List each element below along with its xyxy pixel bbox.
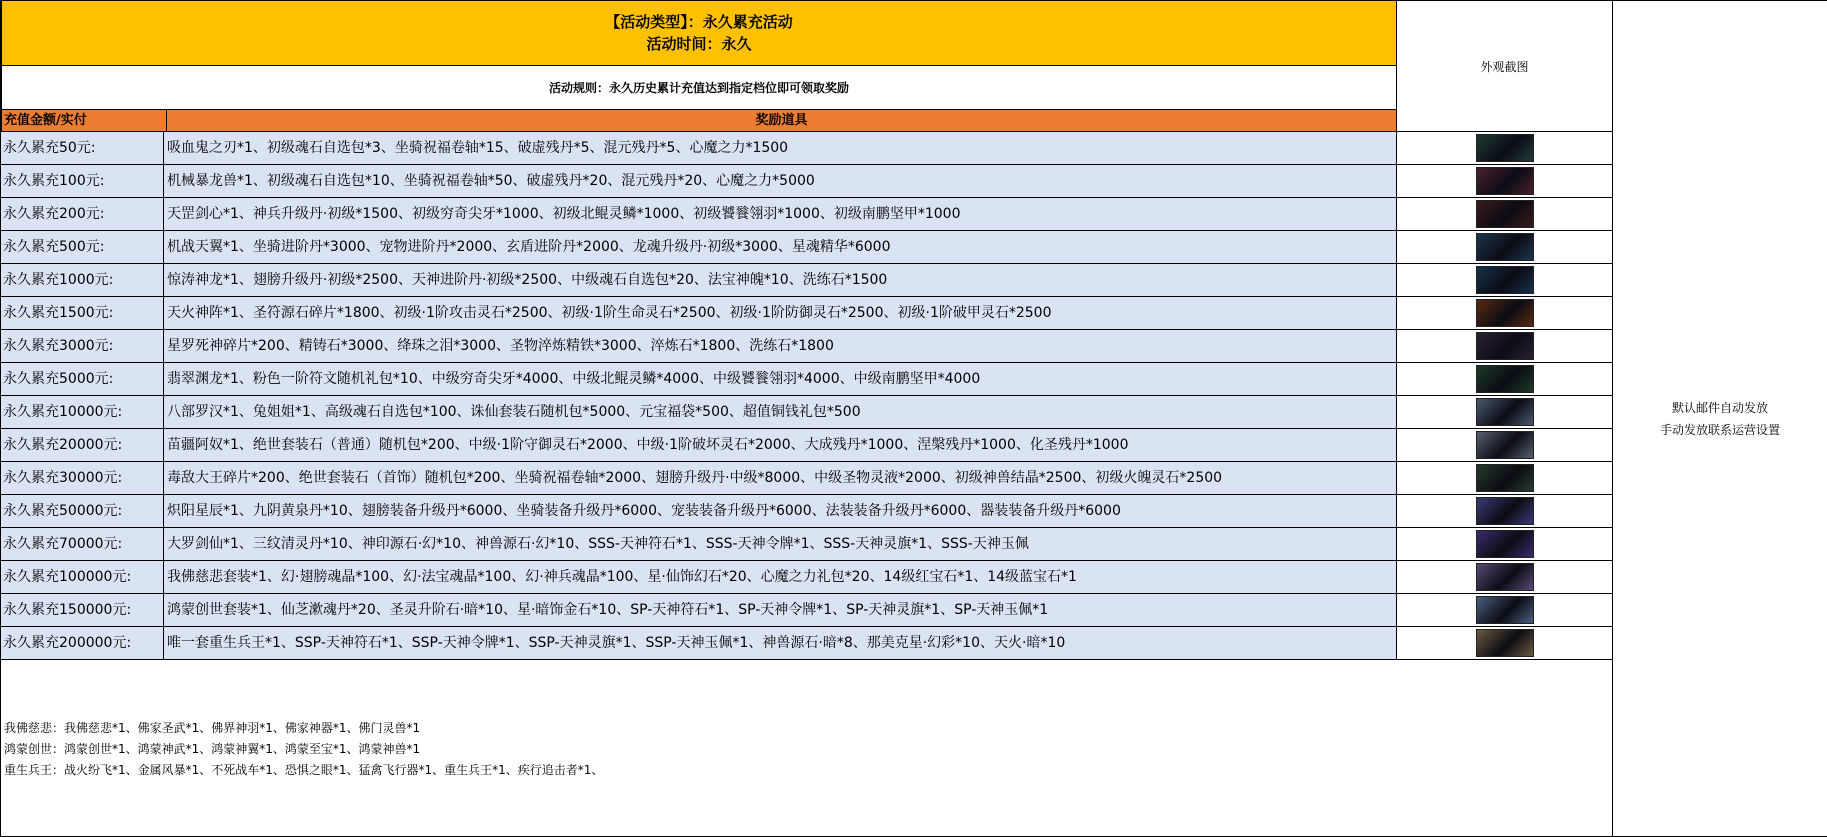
snapshot-cell [1397, 264, 1613, 296]
activity-title-block [1, 0, 1397, 66]
delivery-note-cell [1613, 0, 1827, 837]
table-row [1, 165, 1613, 198]
recharge-amount-cell: 永久累充3000元: [1, 330, 164, 362]
amount-column-header: 充值金额/实付 [2, 110, 167, 131]
delivery-note-line-2: 手动发放联系运营设置 [1659, 422, 1780, 437]
reward-items-cell: 机战天翼*1、坐骑进阶丹*3000、宠物进阶丹*2000、玄盾进阶丹*2000、龙魂升级丹·初级*3000、星魂精华*6000 [164, 231, 1397, 263]
recharge-amount-cell: 永久累充10000元: [1, 396, 164, 428]
snapshot-cell [1397, 429, 1613, 461]
recharge-amount-cell: 永久累充20000元: [1, 429, 164, 461]
footnote-set-1: 我佛慈悲：我佛慈悲*1、佛家圣武*1、佛界神羽*1、佛家神器*1、佛门灵兽*1 [4, 721, 421, 735]
rewards-column-header: 奖励道具 [755, 113, 808, 128]
snapshot-column-header [1397, 0, 1613, 132]
appearance-thumbnail[interactable] [1476, 332, 1534, 360]
reward-items-cell: 惊涛神龙*1、翅膀升级丹·初级*2500、天神进阶丹·初级*2500、中级魂石自选包*20、法宝神魄*10、洗练石*1500 [164, 264, 1397, 296]
snapshot-cell [1397, 330, 1613, 362]
recharge-amount-cell: 永久累充150000元: [1, 594, 164, 626]
snapshot-cell [1397, 528, 1613, 560]
reward-items-cell: 八部罗汉*1、兔姐姐*1、高级魂石自选包*100、诛仙套装石随机包*5000、元宝福袋*500、超值铜钱礼包*500 [164, 396, 1397, 428]
recharge-amount-cell: 永久累充1500元: [1, 297, 164, 329]
reward-items-cell: 天罡剑心*1、神兵升级丹·初级*1500、初级穷奇尖牙*1000、初级北鲲灵鳞*1000、初级饕餮翎羽*1000、初级南鹏坚甲*1000 [164, 198, 1397, 230]
reward-items-cell: 星罗死神碎片*200、精铸石*3000、绛珠之泪*3000、圣物淬炼精铁*3000、淬炼石*1800、洗练石*1800 [164, 330, 1397, 362]
table-row [1, 330, 1613, 363]
appearance-thumbnail[interactable] [1476, 200, 1534, 228]
appearance-thumbnail[interactable] [1476, 134, 1534, 162]
reward-items-cell: 鸿蒙创世套装*1、仙芝漱魂丹*20、圣灵升阶石·暗*10、星·暗饰金石*10、SP-天神符石*1、SP-天神令牌*1、SP-天神灵旗*1、SP-天神玉佩*1 [164, 594, 1397, 626]
appearance-thumbnail[interactable] [1476, 266, 1534, 294]
rules-text: 活动规则：永久历史累计充值达到指定档位即可领取奖励 [548, 81, 849, 95]
appearance-thumbnail[interactable] [1476, 497, 1534, 525]
activity-rules [1, 66, 1397, 110]
snapshot-cell [1397, 297, 1613, 329]
snapshot-cell [1397, 627, 1613, 659]
snapshot-cell [1397, 495, 1613, 527]
appearance-thumbnail[interactable] [1476, 365, 1534, 393]
appearance-thumbnail[interactable] [1476, 299, 1534, 327]
recharge-amount-cell: 永久累充50000元: [1, 495, 164, 527]
reward-items-cell: 苗疆阿奴*1、绝世套装石（普通）随机包*200、中级·1阶守御灵石*2000、中级·1阶破坏灵石*2000、大成残丹*1000、涅槃残丹*1000、化圣残丹*1000 [164, 429, 1397, 461]
appearance-thumbnail[interactable] [1476, 398, 1534, 426]
snapshot-cell [1397, 561, 1613, 593]
table-row [1, 132, 1613, 165]
snapshot-cell [1397, 363, 1613, 395]
table-row [1, 264, 1613, 297]
reward-items-cell: 大罗剑仙*1、三纹清灵丹*10、神印源石·幻*10、神兽源石·幻*10、SSS-天神符石*1、SSS-天神令牌*1、SSS-天神灵旗*1、SSS-天神玉佩 [164, 528, 1397, 560]
reward-items-cell: 天火神阵*1、圣符源石碎片*1800、初级·1阶攻击灵石*2500、初级·1阶生命灵石*2500、初级·1阶防御灵石*2500、初级·1阶破甲灵石*2500 [164, 297, 1397, 329]
table-header-row [1, 110, 1397, 132]
appearance-thumbnail[interactable] [1476, 530, 1534, 558]
table-row [1, 594, 1613, 627]
recharge-amount-cell: 永久累充1000元: [1, 264, 164, 296]
table-row [1, 231, 1613, 264]
snapshot-cell [1397, 594, 1613, 626]
recharge-amount-cell: 永久累充50元: [1, 132, 164, 164]
snapshot-cell [1397, 231, 1613, 263]
footnote-set-2: 鸿蒙创世：鸿蒙创世*1、鸿蒙神武*1、鸿蒙神翼*1、鸿蒙至宝*1、鸿蒙神兽*1 [4, 742, 421, 756]
recharge-amount-cell: 永久累充100000元: [1, 561, 164, 593]
appearance-thumbnail[interactable] [1476, 233, 1534, 261]
reward-items-cell: 吸血鬼之刃*1、初级魂石自选包*3、坐骑祝福卷轴*15、破虚残丹*5、混元残丹*5、心魔之力*1500 [164, 132, 1397, 164]
appearance-thumbnail[interactable] [1476, 563, 1534, 591]
table-row [1, 561, 1613, 594]
recharge-amount-cell: 永久累充200000元: [1, 627, 164, 659]
table-row [1, 462, 1613, 495]
reward-items-cell: 唯一套重生兵王*1、SSP-天神符石*1、SSP-天神令牌*1、SSP-天神灵旗*1、SSP-天神玉佩*1、神兽源石·暗*8、那美克星·幻彩*10、天火·暗*10 [164, 627, 1397, 659]
appearance-thumbnail[interactable] [1476, 167, 1534, 195]
recharge-amount-cell: 永久累充5000元: [1, 363, 164, 395]
table-row [1, 495, 1613, 528]
snapshot-cell [1397, 198, 1613, 230]
snapshot-header-label: 外观截图 [1480, 59, 1529, 74]
table-row [1, 363, 1613, 396]
reward-rows [1, 132, 1613, 660]
recharge-amount-cell: 永久累充30000元: [1, 462, 164, 494]
delivery-note-line-1: 默认邮件自动发放 [1671, 400, 1768, 415]
activity-type-line: 【活动类型】：永久累充活动 [605, 13, 793, 31]
table-row [1, 396, 1613, 429]
snapshot-cell [1397, 132, 1613, 164]
table-row [1, 528, 1613, 561]
table-row [1, 297, 1613, 330]
reward-items-cell: 炽阳星辰*1、九阴黄泉丹*10、翅膀装备升级丹*6000、坐骑装备升级丹*6000、宠装装备升级丹*6000、法装装备升级丹*6000、器装装备升级丹*6000 [164, 495, 1397, 527]
snapshot-cell [1397, 396, 1613, 428]
appearance-thumbnail[interactable] [1476, 431, 1534, 459]
appearance-thumbnail[interactable] [1476, 464, 1534, 492]
table-row [1, 429, 1613, 462]
reward-items-cell: 翡翠渊龙*1、粉色一阶符文随机礼包*10、中级穷奇尖牙*4000、中级北鲲灵鳞*4000、中级饕餮翎羽*4000、中级南鹏坚甲*4000 [164, 363, 1397, 395]
reward-items-cell: 毒敌大王碎片*200、绝世套装石（首饰）随机包*200、坐骑祝福卷轴*2000、翅膀升级丹·中级*8000、中级圣物灵液*2000、初级神兽结晶*2500、初级火魄灵石*2500 [164, 462, 1397, 494]
snapshot-cell [1397, 165, 1613, 197]
recharge-amount-cell: 永久累充200元: [1, 198, 164, 230]
recharge-amount-cell: 永久累充500元: [1, 231, 164, 263]
footnotes-area [1, 660, 1613, 837]
recharge-amount-cell: 永久累充70000元: [1, 528, 164, 560]
recharge-amount-cell: 永久累充100元: [1, 165, 164, 197]
appearance-thumbnail[interactable] [1476, 596, 1534, 624]
table-row [1, 627, 1613, 660]
reward-items-cell: 机械暴龙兽*1、初级魂石自选包*10、坐骑祝福卷轴*50、破虚残丹*20、混元残丹*20、心魔之力*5000 [164, 165, 1397, 197]
footnote-set-3: 重生兵王：战火纷飞*1、金属风暴*1、不死战车*1、恐惧之眼*1、猛禽飞行器*1、重生兵王*1、疾行追击者*1、 [4, 763, 604, 777]
appearance-thumbnail[interactable] [1476, 629, 1534, 657]
snapshot-cell [1397, 462, 1613, 494]
reward-items-cell: 我佛慈悲套装*1、幻·翅膀魂晶*100、幻·法宝魂晶*100、幻·神兵魂晶*100、星·仙饰幻石*20、心魔之力礼包*20、14级红宝石*1、14级蓝宝石*1 [164, 561, 1397, 593]
activity-time-line: 活动时间：永久 [646, 35, 752, 53]
table-row [1, 198, 1613, 231]
